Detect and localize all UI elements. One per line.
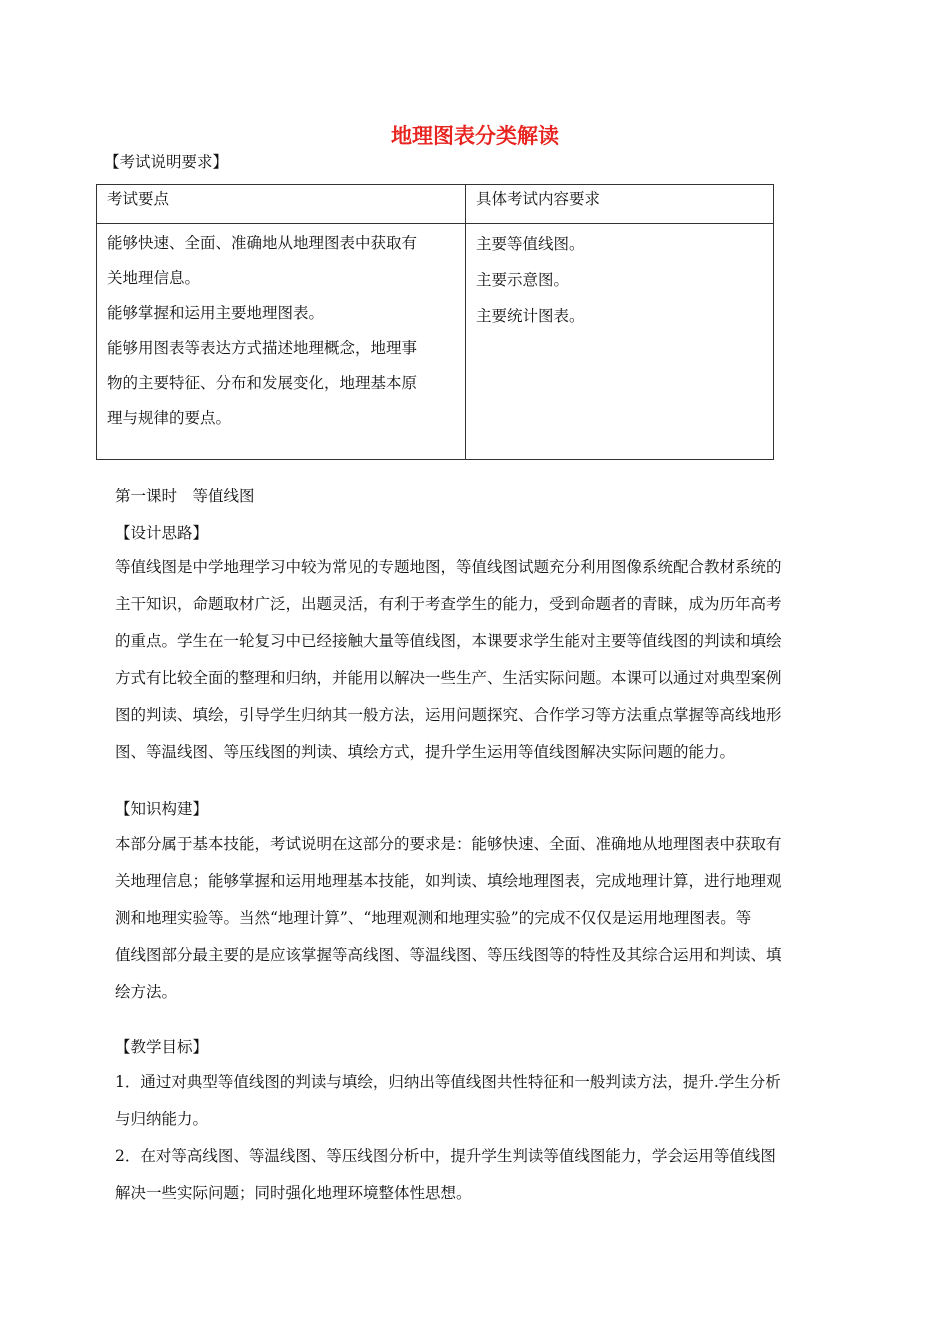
- key-point-line: 能够用图表等表达方式描述地理概念，地理事: [107, 339, 418, 357]
- knowledge-paragraph: [115, 826, 837, 1011]
- content-requirement-line: 主要统计图表。: [476, 307, 585, 325]
- table-header-key-points: 考试要点: [97, 185, 466, 224]
- paragraph-line: 绘方法。: [115, 983, 178, 1001]
- goal-line: 解决一些实际问题；同时强化地理环境整体性思想。: [115, 1184, 472, 1202]
- paragraph-line: 方式有比较全面的整理和归纳，并能用以解决一些生产、生活实际问题。本课可以通过对典型案例: [115, 669, 782, 687]
- goal-line: 与归纳能力。: [115, 1110, 209, 1128]
- paragraph-line: 的重点。学生在一轮复习中已经接触大量等值线图，本课要求学生能对主要等值线图的判读和填绘: [115, 632, 782, 650]
- table-body-row: [97, 224, 774, 460]
- paragraph-line: 测和地理实验等。当然“地理计算”、“地理观测和地理实验”的完成不仅仅是运用地理图表。等: [115, 909, 752, 927]
- goals-header: 【教学目标】: [115, 1038, 209, 1056]
- goal-line: 1．通过对典型等值线图的判读与填绘，归纳出等值线图共性特征和一般判读方法，提升.学生分析: [115, 1073, 781, 1091]
- key-point-line: 物的主要特征、分布和发展变化，地理基本原: [107, 374, 418, 392]
- key-point-line: 能够掌握和运用主要地理图表。: [107, 304, 325, 322]
- content-requirement-line: 主要示意图。: [476, 271, 570, 289]
- key-points-cell: [97, 224, 466, 460]
- content-requirement-line: 主要等值线图。: [476, 235, 585, 253]
- paragraph-line: 图的判读、填绘，引导学生归纳其一般方法，运用问题探究、合作学习等方法重点掌握等高线地形: [115, 706, 782, 724]
- key-point-line: 理与规律的要点。: [107, 409, 232, 427]
- key-point-line: 关地理信息。: [107, 269, 201, 287]
- design-header: 【设计思路】: [115, 524, 209, 542]
- key-point-line: 能够快速、全面、准确地从地理图表中获取有: [107, 234, 418, 252]
- table-header-row: [97, 185, 774, 224]
- document-title: 地理图表分类解读: [391, 124, 559, 148]
- paragraph-line: 本部分属于基本技能，考试说明在这部分的要求是：能够快速、全面、准确地从地理图表中获取有: [115, 835, 782, 853]
- table-header-content-requirements: 具体考试内容要求: [466, 185, 774, 224]
- goal-line: 2．在对等高线图、等温线图、等压线图分析中，提升学生判读等值线图能力，学会运用等值线图: [115, 1147, 776, 1165]
- paragraph-line: 主干知识，命题取材广泛，出题灵活，有利于考查学生的能力，受到命题者的青睐，成为历年高考: [115, 595, 782, 613]
- design-paragraph: [115, 549, 837, 771]
- content-requirements-cell: [466, 224, 774, 460]
- paragraph-line: 等值线图是中学地理学习中较为常见的专题地图，等值线图试题充分利用图像系统配合教材系统的: [115, 558, 782, 576]
- exam-requirements-header: 【考试说明要求】: [104, 153, 229, 171]
- paragraph-line: 值线图部分最主要的是应该掌握等高线图、等温线图、等压线图等的特性及其综合运用和判读、填: [115, 946, 782, 964]
- goals-paragraph: [115, 1064, 837, 1212]
- paragraph-line: 关地理信息；能够掌握和运用地理基本技能，如判读、填绘地理图表，完成地理计算，进行地理观: [115, 872, 782, 890]
- paragraph-line: 图、等温线图、等压线图的判读、填绘方式，提升学生运用等值线图解决实际问题的能力。: [115, 743, 736, 761]
- lesson-title: 第一课时 等值线图: [115, 487, 255, 505]
- knowledge-header: 【知识构建】: [115, 800, 209, 818]
- exam-requirements-table: [96, 184, 774, 460]
